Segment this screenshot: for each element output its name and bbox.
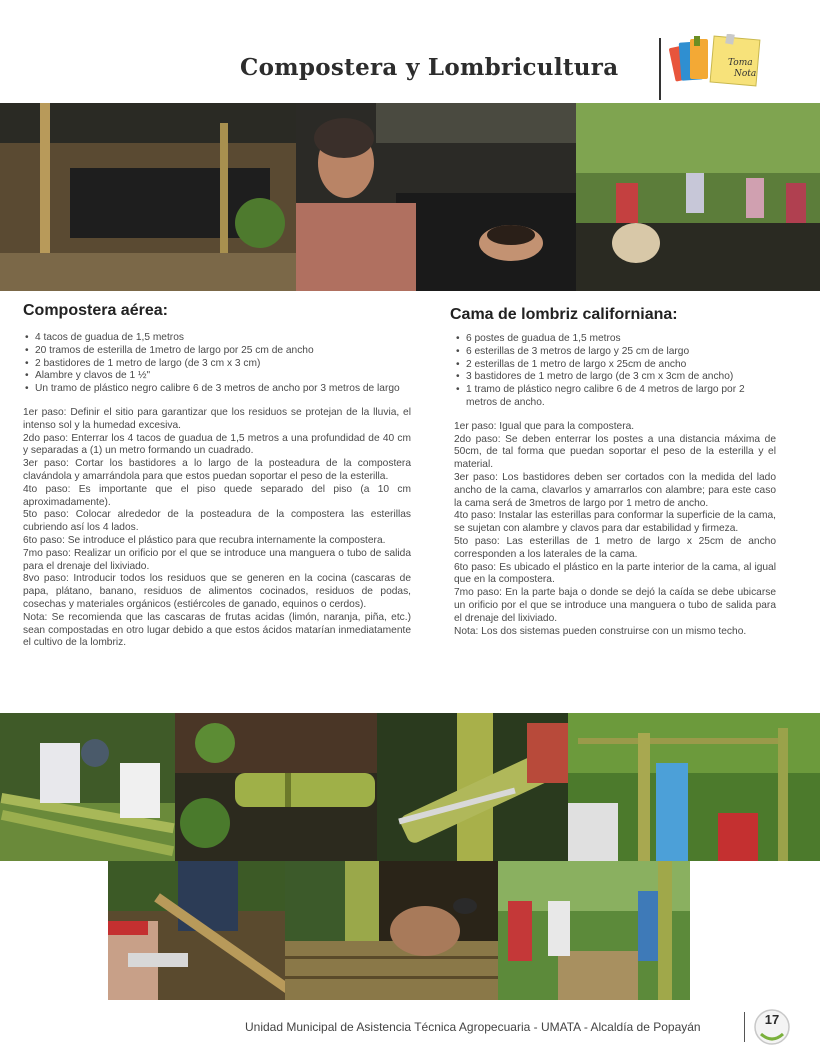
footer-text: Unidad Municipal de Asistencia Técnica Agropecuaria - UMATA - Alcaldía de Popayán <box>245 1020 701 1034</box>
list-item: • 3 bastidores de 1 metro de largo (de 3 cm x 3cm de ancho) <box>454 371 776 384</box>
materials-list <box>23 332 411 396</box>
header-divider <box>659 38 661 100</box>
list-item: • Un tramo de plástico negro calibre 6 de 3 metros de ancho por 3 metros de largo <box>23 383 411 396</box>
heading-cama-lombriz: Cama de lombriz californiana: <box>450 306 678 323</box>
steps-list <box>23 407 411 650</box>
left-column <box>23 332 411 650</box>
list-item: • 20 tramos de esterilla de 1metro de largo por 25 cm de ancho <box>23 345 411 358</box>
step-text: 5to paso: Colocar alrededor de la posteadura de la compostera las esterillas cubriendo así los 4 lados. <box>23 509 411 534</box>
list-item: • 1 tramo de plástico negro calibre 6 de 4 metros de largo por 2 metros de ancho. <box>454 384 776 410</box>
step-text: 7mo paso: En la parte baja o donde se dejó la caída se debe ubicarse un orificio por el que se introduce una manguera o tubo de salida para el drenaje del lixiviado. <box>454 587 776 624</box>
logo-text-toma: Toma <box>728 58 753 68</box>
list-item: • 2 esterillas de 1 metro de largo x 25cm de ancho <box>454 359 776 372</box>
photo-bamboo-splitting <box>377 713 568 861</box>
step-text: 1er paso: Igual que para la compostera. <box>454 420 635 432</box>
list-item: • 2 bastidores de 1 metro de largo (de 3 cm x 3 cm) <box>23 358 411 371</box>
photo-group-building-bed <box>498 861 690 1000</box>
note-text: Nota: Los dos sistemas pueden construirse con un mismo techo. <box>454 625 747 637</box>
photo-woman-holding-compost <box>296 103 576 291</box>
toma-nota-logo <box>668 34 764 90</box>
step-text: 3er paso: Los bastidores deben ser cortados con la medida del lado ancho de la cama, clavarlos y amarrarlos con alambre; para este caso la cama será de 3metros de largo por 1 metro de ancho. <box>454 471 776 509</box>
photo-compost-structure <box>0 103 296 291</box>
photo-bamboo-closeup <box>175 713 377 861</box>
note-text: Nota: Se recomienda que las cascaras de frutas acidas (limón, naranja, piña, etc.) sean compostadas en otro lugar debido a que estos ácidos matarían inmediatamente el cultivo de la lombriz. <box>23 611 411 649</box>
step-text: 7mo paso: Realizar un orificio por el que se introduce una manguera o tubo de salida para el drenaje del lixiviado. <box>23 547 411 572</box>
materials-list <box>454 333 776 410</box>
photo-cutting-bamboo <box>0 713 175 861</box>
page-title: Compostera y Lombricultura <box>240 54 619 81</box>
step-text: 1er paso: Definir el sitio para garantizar que los residuos se protejan de la lluvia, el intenso sol y la humedad excesiva. <box>23 406 411 431</box>
step-text: 6to paso: Se introduce el plástico para que recubra internamente la compostera. <box>23 534 386 546</box>
photo-man-drilling <box>108 861 285 1000</box>
list-item: • Alambre y clavos de 1 ½" <box>23 370 411 383</box>
photo-bamboo-frame-measuring <box>568 713 820 861</box>
step-text: 6to paso: Es ubicado el plástico en la parte interior de la cama, al igual que en la compostera. <box>454 561 776 586</box>
photo-group-at-worm-bed <box>576 103 820 291</box>
right-column <box>454 333 776 638</box>
footer-divider <box>744 1012 745 1042</box>
step-text: 3er paso: Cortar los bastidores a lo largo de la posteadura de la compostera clavándola y amarrándola para que estos puedan soportar el peso de la esterilla. <box>23 458 411 482</box>
step-text: 2do paso: Se deben enterrar los postes a una distancia máxima de 50cm, de tal forma que puedan soportar el peso de la esterilla y el material. <box>454 433 776 471</box>
step-text: 4to paso: Instalar las esterillas para conformar la superficie de la cama, se sujetan con alambre y clavos para dar estabilidad y firmeza. <box>454 510 776 535</box>
list-item: • 6 esterillas de 3 metros de largo y 25 cm de largo <box>454 346 776 359</box>
page-number: 17 <box>764 1012 780 1027</box>
step-text: 4to paso: Es importante que el piso quede separado del piso (a 10 cm aproximadamente). <box>23 483 411 508</box>
list-item: • 4 tacos de guadua de 1,5 metros <box>23 332 411 345</box>
list-item: • 6 postes de guadua de 1,5 metros <box>454 333 776 346</box>
heading-compostera-aerea: Compostera aérea: <box>23 302 168 319</box>
step-text: 2do paso: Enterrar los 4 tacos de guadua de 1,5 metros a una profundidad de 40 cm y separadas a (1) un metro formando un cuadrado. <box>23 432 411 457</box>
step-text: 8vo paso: Introducir todos los residuos que se generen en la cocina (cascaras de papa, plátano, banano, residuos de alimentos cocinados, residuos de podas, cosechas y materiales orgánicos (estiércoles de ganado, equinos o cerdos). <box>23 573 411 610</box>
step-text: 5to paso: Las esterillas de 1 metro de largo x 25cm de ancho corresponden a los laterales de la cama. <box>454 535 776 560</box>
steps-list <box>454 421 776 639</box>
logo-text-nota: Nota <box>734 69 757 79</box>
photo-hands-on-esterilla <box>285 861 498 1000</box>
